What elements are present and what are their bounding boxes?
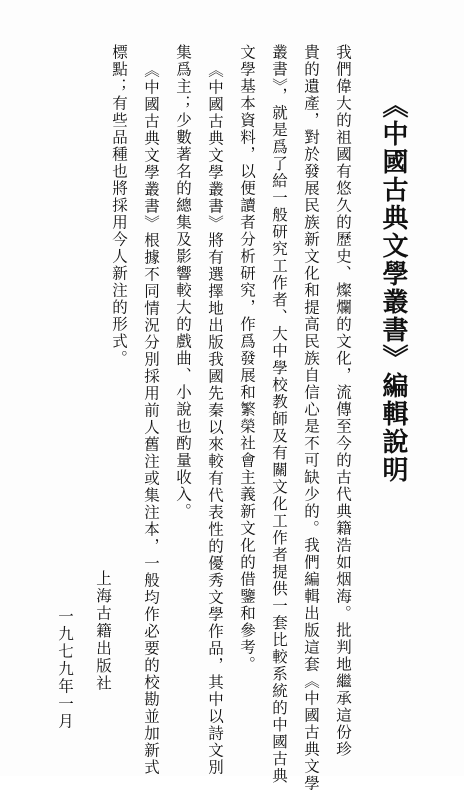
body-line-3: 叢書》，就是爲了給一般研究工作者、大中學校教師及有關文化工作者提供一套比較系統的中國古典 bbox=[270, 44, 288, 785]
body-line-4: 文學基本資料，以便讀者分析研究，作爲發展和繁榮社會主義新文化的借鑒和參考。 bbox=[238, 44, 256, 673]
publisher-name: 上海古籍出版社 bbox=[94, 570, 112, 693]
body-line-7: 《中國古典文學叢書》根據不同情況分別採用前人舊注或集注本，一般均作必要的校勘並加新式 bbox=[142, 62, 160, 776]
body-line-2: 貴的遺產，對於發展民族新文化和提高民族自信心是不可缺少的。我們編輯出版這套《中國古典文學 bbox=[302, 44, 320, 792]
body-line-1: 我們偉大的祖國有悠久的歷史、燦爛的文化，流傳至今的古代典籍浩如烟海。批判地繼承這份珍 bbox=[334, 44, 352, 758]
publication-date: 一九七九年一月 bbox=[56, 608, 74, 731]
body-line-5: 《中國古典文學叢書》將有選擇地出版我國先秦以來較有代表性的優秀文學作品，其中以詩文別 bbox=[206, 62, 224, 776]
body-line-6: 集爲主；少數著名的總集及影響較大的戲曲、小說也酌量收入。 bbox=[174, 44, 192, 520]
document-title: 《中國古典文學叢書》編輯說明 bbox=[378, 92, 408, 484]
body-line-8: 標點；有些品種也將採用今人新注的形式。 bbox=[110, 44, 128, 367]
